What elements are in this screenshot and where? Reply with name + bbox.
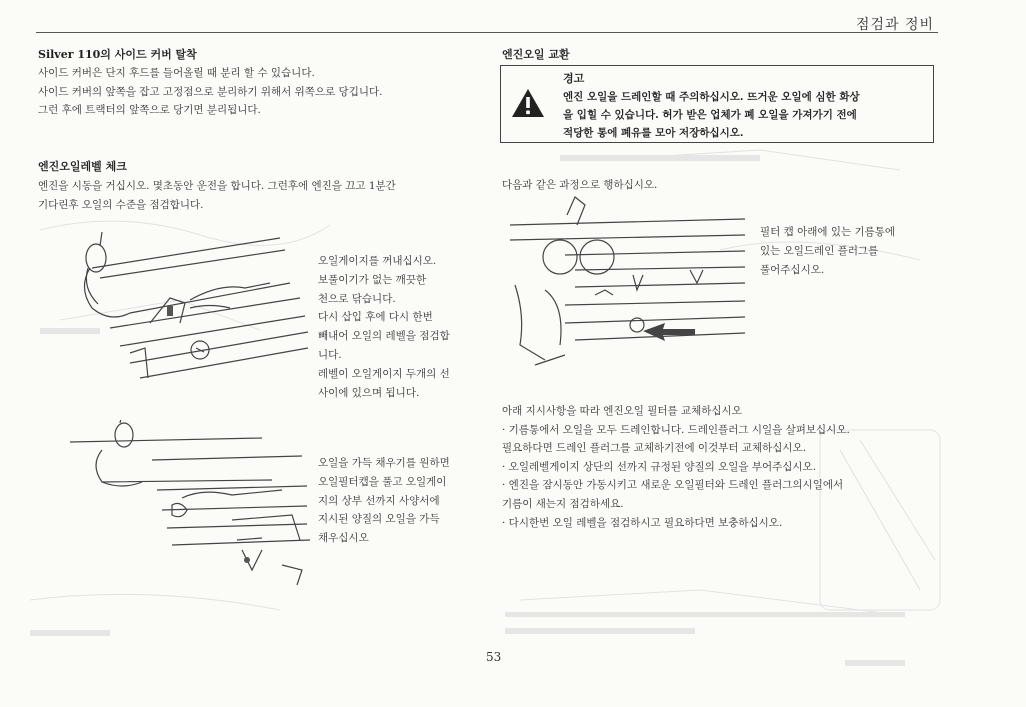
instruction-line: · 오일레벨게이지 상단의 선까지 규정된 양질의 오일을 부어주십시오. [502, 460, 817, 473]
instruction-line: · 엔진을 잠시동안 가동시키고 새로운 오일필터와 드레인 플러그의시일에서 [502, 479, 844, 492]
caption-line: 채우십시오 [318, 532, 369, 545]
page-number: 53 [486, 650, 502, 664]
caption-line: 사이에 있으며 됩니다. [318, 386, 420, 399]
caption-line: 오일게이지를 꺼내십시오. [318, 255, 437, 267]
dipstick-illustration [70, 228, 310, 388]
procedure-intro: 다음과 같은 과정으로 행하십시오. [502, 179, 658, 191]
instruction-line: 기름이 새는지 점검하세요. [502, 497, 624, 510]
instruction-line: 필요하다면 드레인 플러그를 교체하기전에 이것부터 교체하십시오. [502, 442, 807, 455]
caption-line: 오일필터캡을 풀고 오일게이 [318, 475, 447, 488]
caption-line: 다시 삽입 후에 다시 한번 [318, 311, 433, 324]
warning-triangle-icon [511, 88, 545, 118]
instruction-line: · 기름통에서 오일을 모두 드레인합니다. 드레인플러그 시일을 살펴보십시오. [502, 423, 850, 436]
drain-plug-illustration [505, 195, 750, 370]
caption-line: 보풀이기가 없는 깨끗한 [318, 273, 427, 286]
caption-line: 풀어주십시오. [760, 263, 825, 276]
caption-line: 천으로 닦습니다. [318, 292, 396, 305]
drain-caption [760, 223, 895, 279]
text-line: 그런 후에 트랙터의 앞쪽으로 당기면 분리됩니다. [38, 104, 261, 116]
text-line: 사이드 커버의 앞쪽을 잡고 고정점으로 분리하기 위해서 위쪽으로 당깁니다. [38, 85, 383, 98]
caption-line: 오일을 가득 채우기를 원하면 [318, 457, 450, 469]
instruction-line: 아래 지시사항을 따라 엔진오일 필터를 교체하십시오 [502, 405, 742, 417]
section-title: 점검과 정비 [855, 17, 934, 33]
caption-line: 필터 캡 아래에 있는 기름통에 [760, 226, 896, 238]
filler-caption [318, 454, 450, 548]
text-line: 사이드 커버은 단지 후드를 들어올릴 때 분리 할 수 있습니다. [38, 67, 315, 79]
dipstick-caption [318, 252, 450, 402]
warning-line: 을 입힐 수 있습니다. 허가 받은 업체가 폐 오일을 가져가기 전에 [563, 109, 857, 121]
warning-line: 적당한 통에 폐유를 모아 저장하십시오. [563, 127, 744, 139]
caption-line: 지의 상부 선까지 사양서에 [318, 494, 440, 507]
filter-instructions [502, 402, 850, 532]
text-line: 엔진을 시동을 거십시오. 몇초동안 운전을 합니다. 그런후에 엔진을 끄고 1분간 [38, 180, 396, 192]
instruction-line: · 다시한번 오일 레벨을 점검하시고 필요하다면 보충하십시오. [502, 516, 783, 529]
warning-box [500, 65, 934, 143]
side-cover-text [38, 64, 382, 120]
caption-line: 있는 오일드레인 플러그를 [760, 244, 879, 257]
warning-title: 경고 [563, 72, 585, 85]
caption-line: 지시된 양질의 오일을 가득 [318, 513, 440, 526]
oil-filler-illustration [62, 420, 317, 590]
caption-line: 니다. [318, 348, 342, 361]
oil-level-heading: 엔진오일레벨 체크 [38, 160, 127, 173]
side-cover-heading: Silver 110의 사이드 커버 탈착 [38, 48, 197, 61]
oil-change-heading: 엔진오일 교환 [502, 48, 570, 61]
caption-line: 빼내어 오일의 레벨을 점검합 [318, 330, 450, 343]
oil-level-text [38, 177, 396, 214]
warning-line: 엔진 오일을 드레인할 때 주의하십시오. 뜨거운 오일에 심한 화상 [563, 91, 860, 103]
caption-line: 레벨이 오일게이지 두개의 선 [318, 367, 450, 380]
text-line: 기다린후 오일의 수준을 점검합니다. [38, 198, 204, 211]
